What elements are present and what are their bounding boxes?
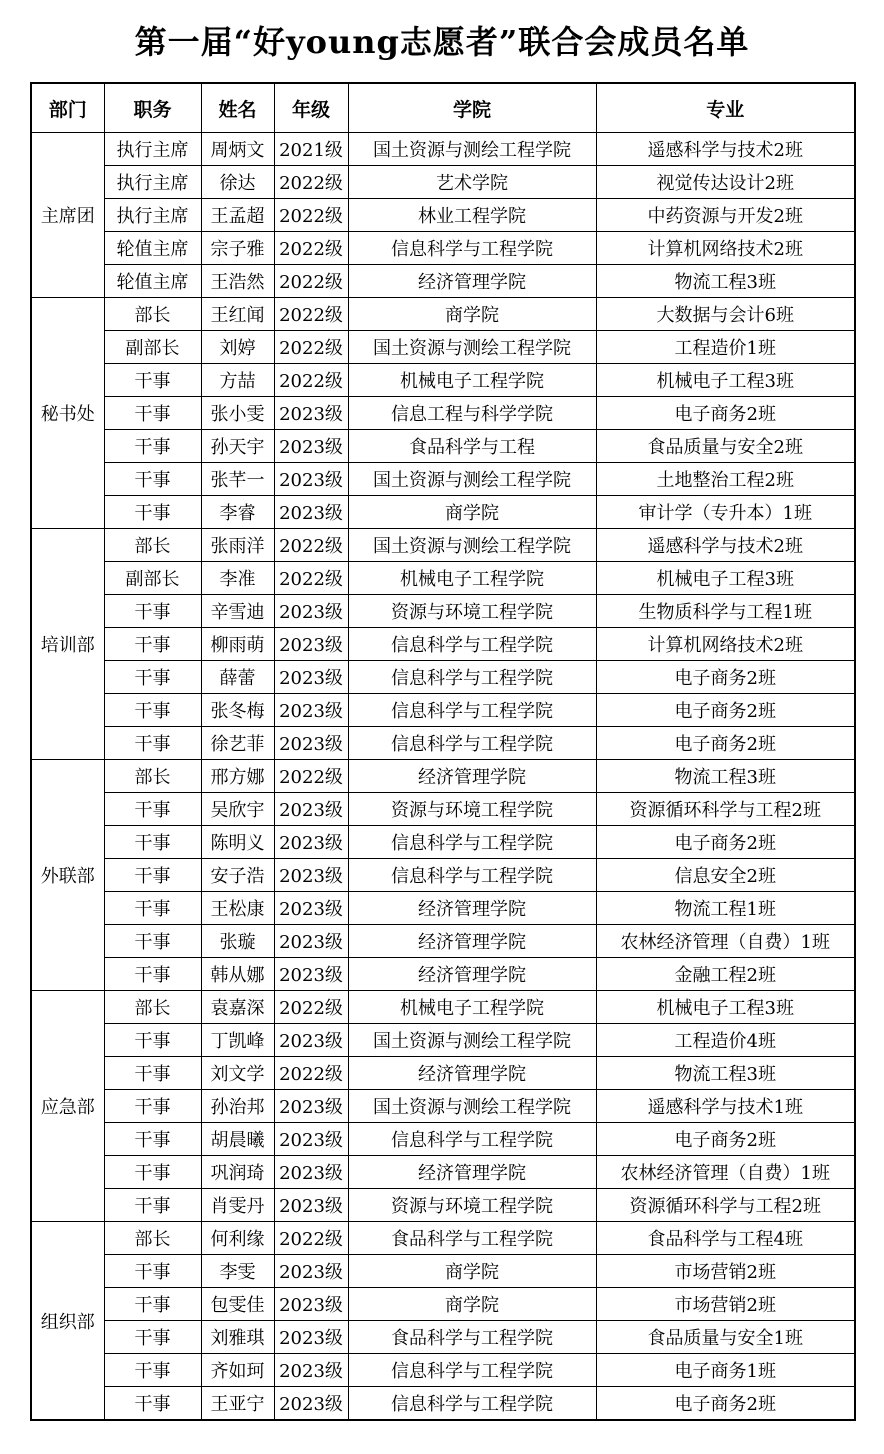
table-row — [31, 1024, 855, 1057]
major-cell: 电子商务2班 — [596, 694, 855, 727]
position-cell: 干事 — [104, 958, 201, 991]
college-cell: 经济管理学院 — [348, 1156, 596, 1189]
grade-cell: 2023级 — [274, 463, 348, 496]
grade-cell: 2022级 — [274, 991, 348, 1024]
grade-cell: 2023级 — [274, 694, 348, 727]
position-cell: 干事 — [104, 892, 201, 925]
college-cell: 经济管理学院 — [348, 925, 596, 958]
position-cell: 执行主席 — [104, 133, 201, 166]
table-row — [31, 1255, 855, 1288]
table-row — [31, 793, 855, 826]
major-cell: 遥感科学与技术1班 — [596, 1090, 855, 1123]
name-cell: 安子浩 — [201, 859, 274, 892]
major-cell: 中药资源与开发2班 — [596, 199, 855, 232]
page-title: 第一届“好young志愿者”联合会成员名单 — [134, 23, 750, 61]
college-cell: 信息科学与工程学院 — [348, 1354, 596, 1387]
header-name: 姓名 — [201, 83, 274, 133]
table-row — [31, 1090, 855, 1123]
position-cell: 干事 — [104, 1288, 201, 1321]
college-cell: 商学院 — [348, 298, 596, 331]
table-row — [31, 1288, 855, 1321]
table-row — [31, 826, 855, 859]
table-row — [31, 199, 855, 232]
college-cell: 国土资源与测绘工程学院 — [348, 331, 596, 364]
position-cell: 干事 — [104, 595, 201, 628]
name-cell: 李雯 — [201, 1255, 274, 1288]
table-row — [31, 727, 855, 760]
name-cell: 刘文学 — [201, 1057, 274, 1090]
college-cell: 信息科学与工程学院 — [348, 1123, 596, 1156]
college-cell: 信息科学与工程学院 — [348, 727, 596, 760]
header-grade: 年级 — [274, 83, 348, 133]
grade-cell: 2022级 — [274, 562, 348, 595]
name-cell: 韩从娜 — [201, 958, 274, 991]
position-cell: 干事 — [104, 628, 201, 661]
name-cell: 王亚宁 — [201, 1387, 274, 1421]
college-cell: 资源与环境工程学院 — [348, 1189, 596, 1222]
table-row — [31, 1354, 855, 1387]
name-cell: 柳雨萌 — [201, 628, 274, 661]
table-row — [31, 1189, 855, 1222]
grade-cell: 2022级 — [274, 199, 348, 232]
college-cell: 经济管理学院 — [348, 958, 596, 991]
position-cell: 干事 — [104, 793, 201, 826]
name-cell: 肖雯丹 — [201, 1189, 274, 1222]
position-cell: 干事 — [104, 364, 201, 397]
name-cell: 孙天宇 — [201, 430, 274, 463]
grade-cell: 2022级 — [274, 1222, 348, 1255]
major-cell: 土地整治工程2班 — [596, 463, 855, 496]
major-cell: 审计学（专升本）1班 — [596, 496, 855, 529]
name-cell: 邢方娜 — [201, 760, 274, 793]
grade-cell: 2023级 — [274, 958, 348, 991]
major-cell: 机械电子工程3班 — [596, 991, 855, 1024]
college-cell: 商学院 — [348, 1255, 596, 1288]
header-department: 部门 — [31, 83, 104, 133]
name-cell: 张璇 — [201, 925, 274, 958]
department-cell: 组织部 — [31, 1222, 104, 1421]
position-cell: 干事 — [104, 1057, 201, 1090]
table-row — [31, 1222, 855, 1255]
table-row — [31, 760, 855, 793]
grade-cell: 2022级 — [274, 166, 348, 199]
position-cell: 干事 — [104, 694, 201, 727]
position-cell: 干事 — [104, 1123, 201, 1156]
table-row — [31, 595, 855, 628]
major-cell: 食品科学与工程4班 — [596, 1222, 855, 1255]
name-cell: 刘婷 — [201, 331, 274, 364]
college-cell: 信息科学与工程学院 — [348, 694, 596, 727]
position-cell: 副部长 — [104, 562, 201, 595]
table-row — [31, 1057, 855, 1090]
name-cell: 包雯佳 — [201, 1288, 274, 1321]
college-cell: 国土资源与测绘工程学院 — [348, 463, 596, 496]
department-cell: 应急部 — [31, 991, 104, 1222]
name-cell: 方喆 — [201, 364, 274, 397]
grade-cell: 2021级 — [274, 133, 348, 166]
major-cell: 机械电子工程3班 — [596, 364, 855, 397]
department-cell: 秘书处 — [31, 298, 104, 529]
major-cell: 资源循环科学与工程2班 — [596, 793, 855, 826]
name-cell: 王浩然 — [201, 265, 274, 298]
major-cell: 工程造价4班 — [596, 1024, 855, 1057]
table-row — [31, 628, 855, 661]
name-cell: 王孟超 — [201, 199, 274, 232]
position-cell: 干事 — [104, 1090, 201, 1123]
major-cell: 物流工程3班 — [596, 760, 855, 793]
position-cell: 干事 — [104, 1156, 201, 1189]
table-row — [31, 298, 855, 331]
name-cell: 丁凯峰 — [201, 1024, 274, 1057]
college-cell: 信息科学与工程学院 — [348, 661, 596, 694]
name-cell: 陈明义 — [201, 826, 274, 859]
name-cell: 周炳文 — [201, 133, 274, 166]
table-row — [31, 1387, 855, 1421]
name-cell: 李准 — [201, 562, 274, 595]
major-cell: 电子商务2班 — [596, 826, 855, 859]
major-cell: 大数据与会计6班 — [596, 298, 855, 331]
college-cell: 机械电子工程学院 — [348, 991, 596, 1024]
college-cell: 艺术学院 — [348, 166, 596, 199]
major-cell: 农林经济管理（自费）1班 — [596, 1156, 855, 1189]
major-cell: 电子商务2班 — [596, 661, 855, 694]
major-cell: 生物质科学与工程1班 — [596, 595, 855, 628]
table-row — [31, 925, 855, 958]
college-cell: 信息科学与工程学院 — [348, 1387, 596, 1421]
grade-cell: 2022级 — [274, 1057, 348, 1090]
name-cell: 孙治邦 — [201, 1090, 274, 1123]
table-row — [31, 529, 855, 562]
position-cell: 干事 — [104, 1255, 201, 1288]
major-cell: 机械电子工程3班 — [596, 562, 855, 595]
name-cell: 袁嘉深 — [201, 991, 274, 1024]
major-cell: 市场营销2班 — [596, 1255, 855, 1288]
position-cell: 部长 — [104, 529, 201, 562]
major-cell: 电子商务2班 — [596, 727, 855, 760]
header-major: 专业 — [596, 83, 855, 133]
major-cell: 物流工程3班 — [596, 265, 855, 298]
college-cell: 机械电子工程学院 — [348, 562, 596, 595]
major-cell: 计算机网络技术2班 — [596, 628, 855, 661]
major-cell: 遥感科学与技术2班 — [596, 133, 855, 166]
grade-cell: 2022级 — [274, 760, 348, 793]
college-cell: 信息工程与科学学院 — [348, 397, 596, 430]
grade-cell: 2023级 — [274, 496, 348, 529]
major-cell: 物流工程3班 — [596, 1057, 855, 1090]
table-row — [31, 166, 855, 199]
major-cell: 电子商务2班 — [596, 397, 855, 430]
college-cell: 国土资源与测绘工程学院 — [348, 529, 596, 562]
major-cell: 食品质量与安全1班 — [596, 1321, 855, 1354]
table-row — [31, 661, 855, 694]
position-cell: 干事 — [104, 1189, 201, 1222]
table-body — [31, 133, 855, 1421]
header-college: 学院 — [348, 83, 596, 133]
college-cell: 国土资源与测绘工程学院 — [348, 133, 596, 166]
college-cell: 国土资源与测绘工程学院 — [348, 1024, 596, 1057]
college-cell: 资源与环境工程学院 — [348, 595, 596, 628]
position-cell: 执行主席 — [104, 166, 201, 199]
position-cell: 部长 — [104, 298, 201, 331]
grade-cell: 2022级 — [274, 331, 348, 364]
name-cell: 徐艺菲 — [201, 727, 274, 760]
name-cell: 王松康 — [201, 892, 274, 925]
grade-cell: 2022级 — [274, 529, 348, 562]
college-cell: 商学院 — [348, 496, 596, 529]
grade-cell: 2023级 — [274, 925, 348, 958]
table-row — [31, 397, 855, 430]
member-roster-table — [30, 82, 856, 1421]
table-row — [31, 562, 855, 595]
header-row — [31, 83, 855, 133]
table-row — [31, 364, 855, 397]
table-row — [31, 265, 855, 298]
major-cell: 食品质量与安全2班 — [596, 430, 855, 463]
major-cell: 电子商务1班 — [596, 1354, 855, 1387]
name-cell: 徐达 — [201, 166, 274, 199]
college-cell: 食品科学与工程学院 — [348, 1321, 596, 1354]
position-cell: 副部长 — [104, 331, 201, 364]
college-cell: 经济管理学院 — [348, 265, 596, 298]
college-cell: 信息科学与工程学院 — [348, 628, 596, 661]
position-cell: 干事 — [104, 430, 201, 463]
position-cell: 干事 — [104, 496, 201, 529]
grade-cell: 2022级 — [274, 232, 348, 265]
table-header — [31, 83, 855, 133]
department-cell: 外联部 — [31, 760, 104, 991]
major-cell: 物流工程1班 — [596, 892, 855, 925]
department-cell: 培训部 — [31, 529, 104, 760]
college-cell: 商学院 — [348, 1288, 596, 1321]
college-cell: 食品科学与工程 — [348, 430, 596, 463]
position-cell: 部长 — [104, 1222, 201, 1255]
grade-cell: 2023级 — [274, 859, 348, 892]
position-cell: 干事 — [104, 1387, 201, 1421]
name-cell: 宗子雅 — [201, 232, 274, 265]
position-cell: 干事 — [104, 826, 201, 859]
name-cell: 张芊一 — [201, 463, 274, 496]
college-cell: 经济管理学院 — [348, 892, 596, 925]
table-row — [31, 958, 855, 991]
grade-cell: 2023级 — [274, 1156, 348, 1189]
table-row — [31, 1321, 855, 1354]
name-cell: 巩润琦 — [201, 1156, 274, 1189]
name-cell: 张雨洋 — [201, 529, 274, 562]
position-cell: 干事 — [104, 925, 201, 958]
name-cell: 张小雯 — [201, 397, 274, 430]
grade-cell: 2023级 — [274, 1255, 348, 1288]
grade-cell: 2022级 — [274, 298, 348, 331]
position-cell: 干事 — [104, 397, 201, 430]
grade-cell: 2022级 — [274, 364, 348, 397]
college-cell: 资源与环境工程学院 — [348, 793, 596, 826]
grade-cell: 2023级 — [274, 1354, 348, 1387]
grade-cell: 2023级 — [274, 628, 348, 661]
position-cell: 部长 — [104, 991, 201, 1024]
major-cell: 电子商务2班 — [596, 1123, 855, 1156]
grade-cell: 2023级 — [274, 793, 348, 826]
table-row — [31, 991, 855, 1024]
grade-cell: 2023级 — [274, 430, 348, 463]
grade-cell: 2023级 — [274, 727, 348, 760]
position-cell: 轮值主席 — [104, 232, 201, 265]
major-cell: 工程造价1班 — [596, 331, 855, 364]
major-cell: 遥感科学与技术2班 — [596, 529, 855, 562]
name-cell: 薛蕾 — [201, 661, 274, 694]
grade-cell: 2022级 — [274, 265, 348, 298]
major-cell: 视觉传达设计2班 — [596, 166, 855, 199]
position-cell: 干事 — [104, 859, 201, 892]
name-cell: 刘雅琪 — [201, 1321, 274, 1354]
grade-cell: 2023级 — [274, 595, 348, 628]
table-row — [31, 694, 855, 727]
college-cell: 经济管理学院 — [348, 1057, 596, 1090]
position-cell: 干事 — [104, 661, 201, 694]
header-position: 职务 — [104, 83, 201, 133]
major-cell: 计算机网络技术2班 — [596, 232, 855, 265]
grade-cell: 2023级 — [274, 826, 348, 859]
position-cell: 执行主席 — [104, 199, 201, 232]
college-cell: 信息科学与工程学院 — [348, 859, 596, 892]
table-row — [31, 133, 855, 166]
major-cell: 信息安全2班 — [596, 859, 855, 892]
grade-cell: 2023级 — [274, 1090, 348, 1123]
position-cell: 部长 — [104, 760, 201, 793]
name-cell: 吴欣宇 — [201, 793, 274, 826]
name-cell: 王红闻 — [201, 298, 274, 331]
position-cell: 轮值主席 — [104, 265, 201, 298]
major-cell: 金融工程2班 — [596, 958, 855, 991]
college-cell: 信息科学与工程学院 — [348, 232, 596, 265]
grade-cell: 2023级 — [274, 1024, 348, 1057]
major-cell: 资源循环科学与工程2班 — [596, 1189, 855, 1222]
position-cell: 干事 — [104, 1321, 201, 1354]
table-row — [31, 1123, 855, 1156]
grade-cell: 2023级 — [274, 1321, 348, 1354]
grade-cell: 2023级 — [274, 1189, 348, 1222]
college-cell: 经济管理学院 — [348, 760, 596, 793]
grade-cell: 2023级 — [274, 397, 348, 430]
grade-cell: 2023级 — [274, 661, 348, 694]
major-cell: 电子商务2班 — [596, 1387, 855, 1421]
college-cell: 信息科学与工程学院 — [348, 826, 596, 859]
name-cell: 张冬梅 — [201, 694, 274, 727]
grade-cell: 2023级 — [274, 1123, 348, 1156]
table-row — [31, 859, 855, 892]
college-cell: 国土资源与测绘工程学院 — [348, 1090, 596, 1123]
table-row — [31, 1156, 855, 1189]
name-cell: 胡晨曦 — [201, 1123, 274, 1156]
position-cell: 干事 — [104, 1024, 201, 1057]
table-row — [31, 496, 855, 529]
name-cell: 齐如珂 — [201, 1354, 274, 1387]
table-row — [31, 331, 855, 364]
name-cell: 何利缘 — [201, 1222, 274, 1255]
major-cell: 农林经济管理（自费）1班 — [596, 925, 855, 958]
college-cell: 机械电子工程学院 — [348, 364, 596, 397]
department-cell: 主席团 — [31, 133, 104, 298]
name-cell: 李睿 — [201, 496, 274, 529]
college-cell: 食品科学与工程学院 — [348, 1222, 596, 1255]
table-row — [31, 232, 855, 265]
table-row — [31, 463, 855, 496]
college-cell: 林业工程学院 — [348, 199, 596, 232]
grade-cell: 2023级 — [274, 1288, 348, 1321]
table-row — [31, 430, 855, 463]
grade-cell: 2023级 — [274, 1387, 348, 1421]
table-row — [31, 892, 855, 925]
position-cell: 干事 — [104, 463, 201, 496]
grade-cell: 2023级 — [274, 892, 348, 925]
position-cell: 干事 — [104, 1354, 201, 1387]
name-cell: 辛雪迪 — [201, 595, 274, 628]
major-cell: 市场营销2班 — [596, 1288, 855, 1321]
position-cell: 干事 — [104, 727, 201, 760]
